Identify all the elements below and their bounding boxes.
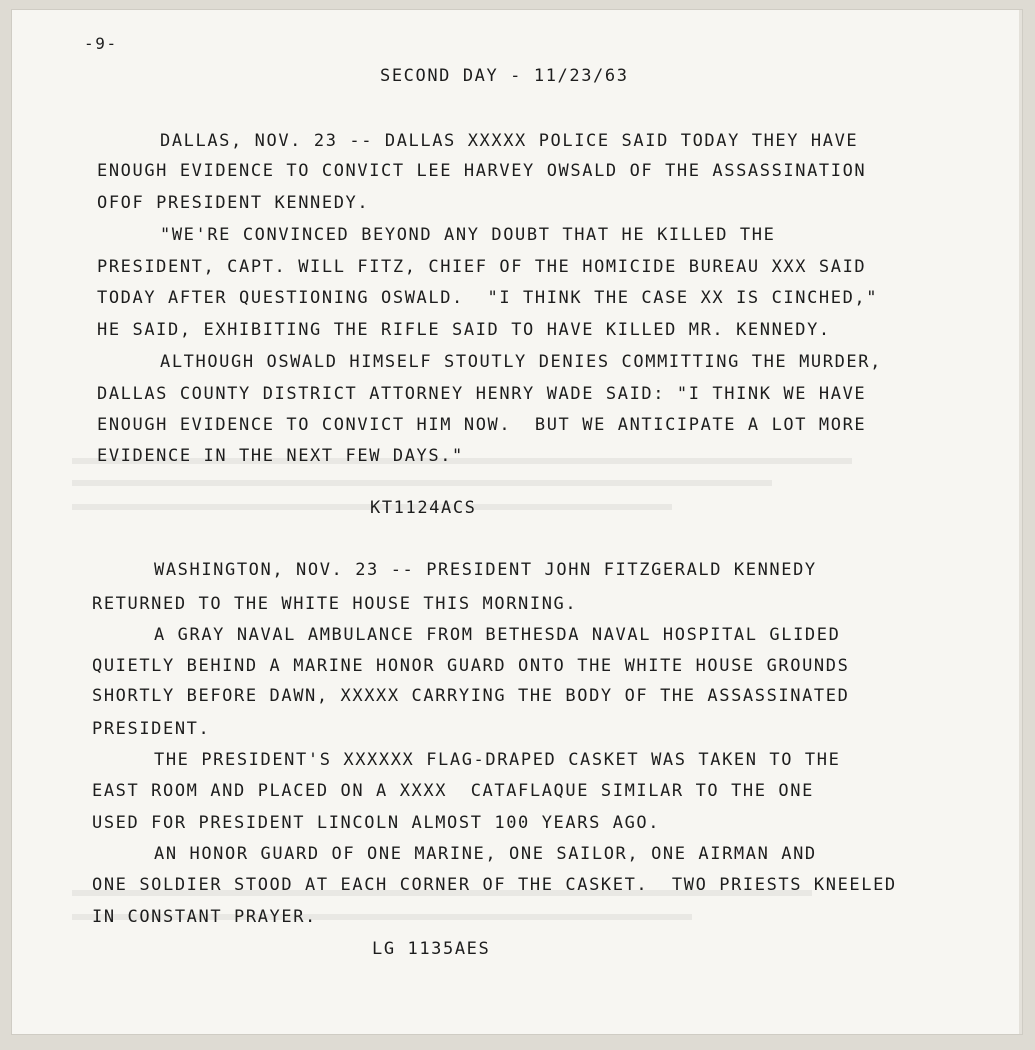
story1-line: TODAY AFTER QUESTIONING OSWALD. "I THINK THE CASE XX IS CINCHED," bbox=[97, 288, 879, 308]
story2-line: THE PRESIDENT'S XXXXXX FLAG-DRAPED CASKET WAS TAKEN TO THE bbox=[154, 750, 841, 770]
story2-line: SHORTLY BEFORE DAWN, XXXXX CARRYING THE BODY OF THE ASSASSINATED bbox=[92, 686, 850, 706]
story2-line: A GRAY NAVAL AMBULANCE FROM BETHESDA NAVAL HOSPITAL GLIDED bbox=[154, 625, 841, 645]
story1-line: ALTHOUGH OSWALD HIMSELF STOUTLY DENIES COMMITTING THE MURDER, bbox=[160, 352, 882, 372]
story1-line: "WE'RE CONVINCED BEYOND ANY DOUBT THAT HE KILLED THE bbox=[160, 225, 776, 245]
story2-line: WASHINGTON, NOV. 23 -- PRESIDENT JOHN FITZGERALD KENNEDY bbox=[154, 560, 817, 580]
story2-line: IN CONSTANT PRAYER. bbox=[92, 907, 317, 927]
story1-line: PRESIDENT, CAPT. WILL FITZ, CHIEF OF THE HOMICIDE BUREAU XXX SAID bbox=[97, 257, 867, 277]
story2-line: EAST ROOM AND PLACED ON A XXXX CATAFLAQUE SIMILAR TO THE ONE bbox=[92, 781, 814, 801]
story1-line: ENOUGH EVIDENCE TO CONVICT LEE HARVEY OWSALD OF THE ASSASSINATION bbox=[97, 161, 867, 181]
story1-line: HE SAID, EXHIBITING THE RIFLE SAID TO HAVE KILLED MR. KENNEDY. bbox=[97, 320, 831, 340]
story2-line: ONE SOLDIER STOOD AT EACH CORNER OF THE CASKET. TWO PRIESTS KNEELED bbox=[92, 875, 897, 895]
story2-line: PRESIDENT. bbox=[92, 719, 211, 739]
page-title: SECOND DAY - 11/23/63 bbox=[380, 66, 629, 86]
story2-code: LG 1135AES bbox=[372, 939, 491, 959]
story2-line: USED FOR PRESIDENT LINCOLN ALMOST 100 YEARS AGO. bbox=[92, 813, 661, 833]
story2-line: RETURNED TO THE WHITE HOUSE THIS MORNING. bbox=[92, 594, 578, 614]
story1-line: EVIDENCE IN THE NEXT FEW DAYS." bbox=[97, 446, 464, 466]
story2-line: QUIETLY BEHIND A MARINE HONOR GUARD ONTO THE WHITE HOUSE GROUNDS bbox=[92, 656, 850, 676]
page-number: -9- bbox=[84, 34, 118, 53]
story1-code: KT1124ACS bbox=[370, 498, 477, 518]
story1-line: DALLAS, NOV. 23 -- DALLAS XXXXX POLICE SAID TODAY THEY HAVE bbox=[160, 131, 859, 151]
story2-line: AN HONOR GUARD OF ONE MARINE, ONE SAILOR, ONE AIRMAN AND bbox=[154, 844, 817, 864]
story1-line: DALLAS COUNTY DISTRICT ATTORNEY HENRY WADE SAID: "I THINK WE HAVE bbox=[97, 384, 867, 404]
story1-line: ENOUGH EVIDENCE TO CONVICT HIM NOW. BUT WE ANTICIPATE A LOT MORE bbox=[97, 415, 867, 435]
story1-line: OFOF PRESIDENT KENNEDY. bbox=[97, 193, 370, 213]
